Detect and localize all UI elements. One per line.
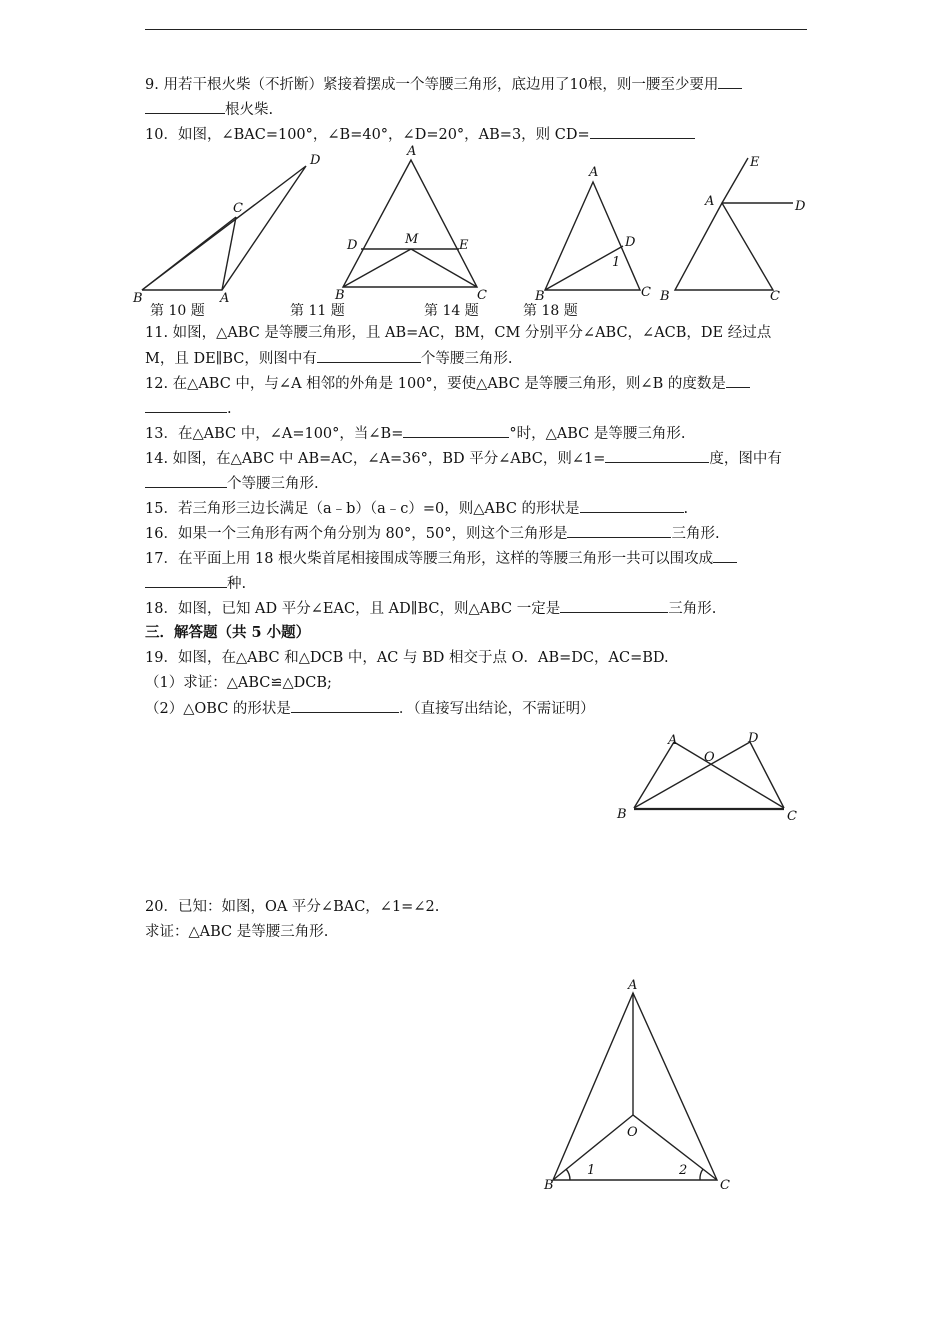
fig20-angle1-arc (566, 1169, 570, 1180)
fig10-label-d: D (310, 153, 321, 168)
figure-19 (610, 728, 810, 828)
question-11-line2: M，且 DE∥BC，则图中有 个等腰三角形. (145, 348, 513, 369)
fig18-label-b: B (660, 289, 670, 304)
question-20-line1: 20．已知：如图，OA 平分∠BAC，∠1=∠2. (145, 899, 440, 915)
caption-q18: 第 18 题 (523, 303, 578, 319)
fig20-line-co (633, 1115, 717, 1180)
fig20-label-c: C (720, 1178, 730, 1193)
figure-10 (130, 150, 330, 306)
fig10-label-c: C (233, 201, 243, 216)
fig11-label-d: D (347, 238, 358, 253)
caption-q14: 第 14 题 (424, 303, 479, 319)
figure-20 (540, 975, 740, 1195)
question-14-line2: 个等腰三角形. (145, 473, 319, 494)
figure-11 (335, 144, 495, 303)
fig10-line-bc (142, 217, 236, 290)
caption-q11: 第 11 题 (290, 303, 345, 319)
fig20-triangle (553, 993, 717, 1180)
question-17-line1: 17．在平面上用 18 根火柴首尾相接围成等腰三角形，这样的等腰三角形一共可以围攻成 (145, 548, 737, 569)
question-15: 15．若三角形三边长满足（a﹣b）（a﹣c）=0，则△ABC 的形状是 . (145, 498, 688, 519)
question-12-line1: 12. 在△ABC 中，与∠A 相邻的外角是 100°，要使△ABC 是等腰三角形，则∠B 的度数是 (145, 373, 750, 394)
fig10-label-a: A (220, 291, 230, 306)
question-9-line2: 根火柴. (145, 99, 273, 120)
fig19-label-c: C (787, 809, 797, 824)
header-rule (145, 29, 807, 30)
fig11-label-c: C (477, 288, 487, 303)
fig19-label-a: A (668, 733, 678, 748)
fig18-triangle (675, 203, 773, 290)
fig19-label-b: B (617, 807, 627, 822)
fig19-label-o: O (704, 750, 715, 765)
question-19-part1: （1）求证：△ABC≌△DCB; (145, 675, 332, 691)
fig18-label-e: E (750, 155, 760, 170)
fig19-line-ba (634, 742, 674, 808)
fig18-label-c: C (770, 289, 780, 304)
fig20-label-b: B (544, 1178, 554, 1193)
fig14-label-1: 1 (612, 255, 621, 270)
fig11-triangle (343, 160, 477, 287)
question-17-line2: 种. (145, 573, 246, 594)
figure-18 (660, 150, 815, 302)
question-18: 18．如图，已知 AD 平分∠EAC，且 AD∥BC，则△ABC 一定是 三角形. (145, 598, 716, 619)
fig19-label-d: D (748, 731, 759, 746)
question-10: 10．如图，∠BAC=100°，∠B=40°，∠D=20°，AB=3，则 CD= (145, 124, 695, 145)
question-19: 19．如图，在△ABC 和△DCB 中，AC 与 BD 相交于点 O．AB=DC，AC=BD. (145, 650, 669, 666)
fig20-angle2-arc (700, 1169, 703, 1180)
fig18-label-d: D (795, 199, 806, 214)
fig14-label-c: C (641, 285, 651, 300)
fig11-label-a: A (407, 144, 417, 159)
fig20-label-1: 1 (587, 1163, 596, 1178)
fig20-label-o: O (627, 1125, 638, 1140)
question-11-line1: 11. 如图，△ABC 是等腰三角形，且 AB=AC，BM，CM 分别平分∠ABC，∠ACB，DE 经过点 (145, 325, 772, 341)
fig18-label-a: A (705, 194, 715, 209)
fig14-label-d: D (625, 235, 636, 250)
fig20-label-a: A (628, 978, 638, 993)
section-3-title: 三．解答题（共 5 小题） (145, 624, 311, 641)
fig11-label-m: M (405, 232, 419, 247)
fig14-label-b: B (535, 289, 545, 304)
question-12-line2: . (145, 398, 232, 419)
figure-14 (535, 160, 655, 304)
fig14-label-a: A (589, 165, 599, 180)
question-16: 16．如果一个三角形有两个角分别为 80°，50°，则这个三角形是 三角形. (145, 523, 720, 544)
question-19-part2: （2）△OBC 的形状是 ．（直接写出结论，不需证明） (145, 698, 595, 719)
question-13: 13．在△ABC 中，∠A=100°，当∠B= °时，△ABC 是等腰三角形. (145, 423, 685, 444)
question-9-line1: 9. 用若干根火柴（不折断）紧接着摆成一个等腰三角形，底边用了10根，则一腰至少要用 (145, 74, 742, 95)
fig10-label-b: B (133, 291, 143, 306)
question-20-line2: 求证：△ABC 是等腰三角形. (145, 924, 329, 940)
fig19-line-bd (634, 742, 750, 808)
caption-q10: 第 10 题 (150, 303, 205, 319)
fig18-ray-ae (722, 158, 748, 203)
fig11-label-e: E (459, 238, 469, 253)
fig11-label-b: B (335, 288, 345, 303)
question-14-line1: 14. 如图，在△ABC 中 AB=AC，∠A=36°，BD 平分∠ABC，则∠1= 度，图中有 (145, 448, 782, 469)
fig20-label-2: 2 (679, 1163, 688, 1178)
